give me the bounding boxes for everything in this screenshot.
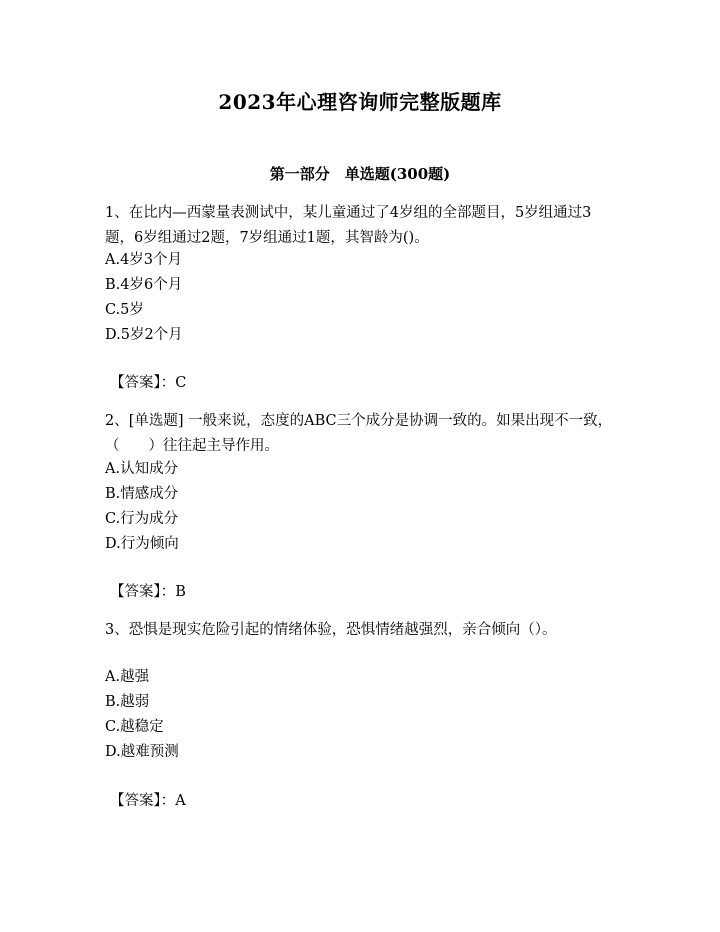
question-2-option-c: C.行为成分 xyxy=(105,511,179,527)
section-title: 第一部分 单选题(300题) xyxy=(269,165,451,183)
question-2-text: 2、[单选题] 一般来说，态度的ABC三个成分是协调一致的。如果出现不一致，（ ）往往起主导作用。 xyxy=(105,413,613,454)
question-3-option-d: D.越难预测 xyxy=(105,744,179,760)
question-3-option-a: A.越强 xyxy=(105,669,150,685)
question-3-option-b: B.越弱 xyxy=(105,694,150,710)
question-2-option-b: B.情感成分 xyxy=(105,486,179,502)
question-1-option-b: B.4岁6个月 xyxy=(105,277,183,293)
question-2-answer: 【答案】：B xyxy=(110,584,186,600)
question-2-option-a: A.认知成分 xyxy=(105,461,179,477)
question-3-text: 3、恐惧是现实危险引起的情绪体验，恐惧情绪越强烈，亲合倾向（）。 xyxy=(105,622,557,638)
question-3-option-c: C.越稳定 xyxy=(105,719,164,735)
document-title: 2023年心理咨询师完整版题库 xyxy=(218,90,502,114)
question-1-answer: 【答案】：C xyxy=(110,375,187,391)
question-1-option-c: C.5岁 xyxy=(105,302,144,318)
question-2-option-d: D.行为倾向 xyxy=(105,536,179,552)
question-1-option-a: A.4岁3个月 xyxy=(105,252,183,268)
question-1-text: 1、在比内—西蒙量表测试中，某儿童通过了4岁组的全部题目，5岁组通过3题，6岁组通过2题，7岁组通过1题，其智龄为()。 xyxy=(105,205,592,246)
question-1-option-d: D.5岁2个月 xyxy=(105,327,183,343)
question-3-answer: 【答案】：A xyxy=(110,793,186,809)
